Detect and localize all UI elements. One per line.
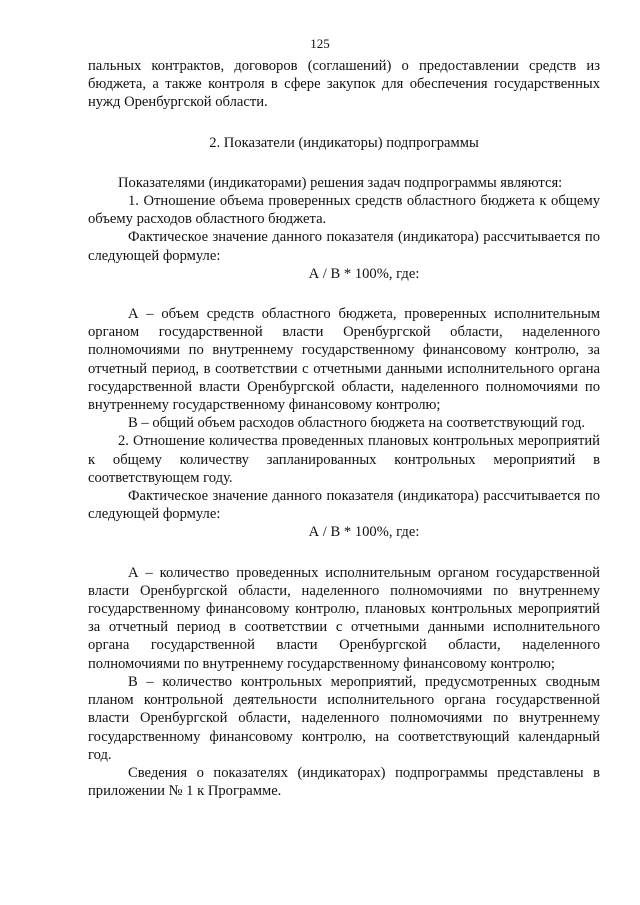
indicator-2-paragraph: 2. Отношение количества проведенных плановых контрольных мероприятий к общему количеству запланированных контрольных мероприятий в соответствующем году. — [88, 433, 600, 486]
formula-1: А / В * 100%, где: — [308, 265, 420, 282]
intro-paragraph: пальных контрактов, договоров (соглашений) о предоставлении средств из бюджета, а также контроля в сфере закупок для обеспечения государственных нужд Оренбургской области. — [88, 58, 600, 111]
lead-paragraph: Показателями (индикаторами) решения задач подпрограммы являются: — [118, 174, 563, 191]
formula-2: А / В * 100%, где: — [308, 524, 420, 541]
indicator-1-paragraph: 1. Отношение объема проверенных средств областного бюджета к общему объему расходов областного бюджета. — [88, 193, 600, 228]
definition-b-2: В – количество контрольных мероприятий, предусмотренных сводным планом контрольной деятельности исполнительного органа государственной власти Оренбургской области, наделенного полномочиями по внутреннему государственному финансовому контролю, на соответствующий календарный год. — [88, 673, 600, 763]
section-heading: 2. Показатели (индикаторы) подпрограммы — [209, 134, 479, 151]
page-number: 125 — [310, 36, 330, 51]
definition-a-2: А – количество проведенных исполнительным органом государственной власти Оренбургской области, наделенного полномочиями по внутреннему государственному финансовому контролю, плановых контрольных мероприятий за отчетный период в соответствии с отчетными данными исполнительного органа государственной власти Оренбургской области, наделенного полномочиями по внутреннему государственному финансовому контролю; — [88, 564, 600, 672]
fact-value-paragraph-2: Фактическое значение данного показателя (индикатора) рассчитывается по следующей формуле: — [88, 488, 600, 523]
final-paragraph: Сведения о показателях (индикаторах) подпрограммы представлены в приложении № 1 к Программе. — [88, 764, 600, 800]
definition-b-1: В – общий объем расходов областного бюджета на соответствующий год. — [128, 415, 586, 432]
document-body — [88, 57, 600, 800]
fact-value-paragraph-1: Фактическое значение данного показателя (индикатора) рассчитывается по следующей формуле: — [88, 229, 600, 264]
definition-a-1: А – объем средств областного бюджета, проверенных исполнительным органом государственной власти Оренбургской области, наделенного полномочиями по внутреннему государственному финансовому контролю, за отчетный период, в соответствии с отчетными данными исполнительного органа государственной власти Оренбургской области, наделенного полномочиями по внутреннему государственному финансовому контролю; — [88, 306, 600, 414]
